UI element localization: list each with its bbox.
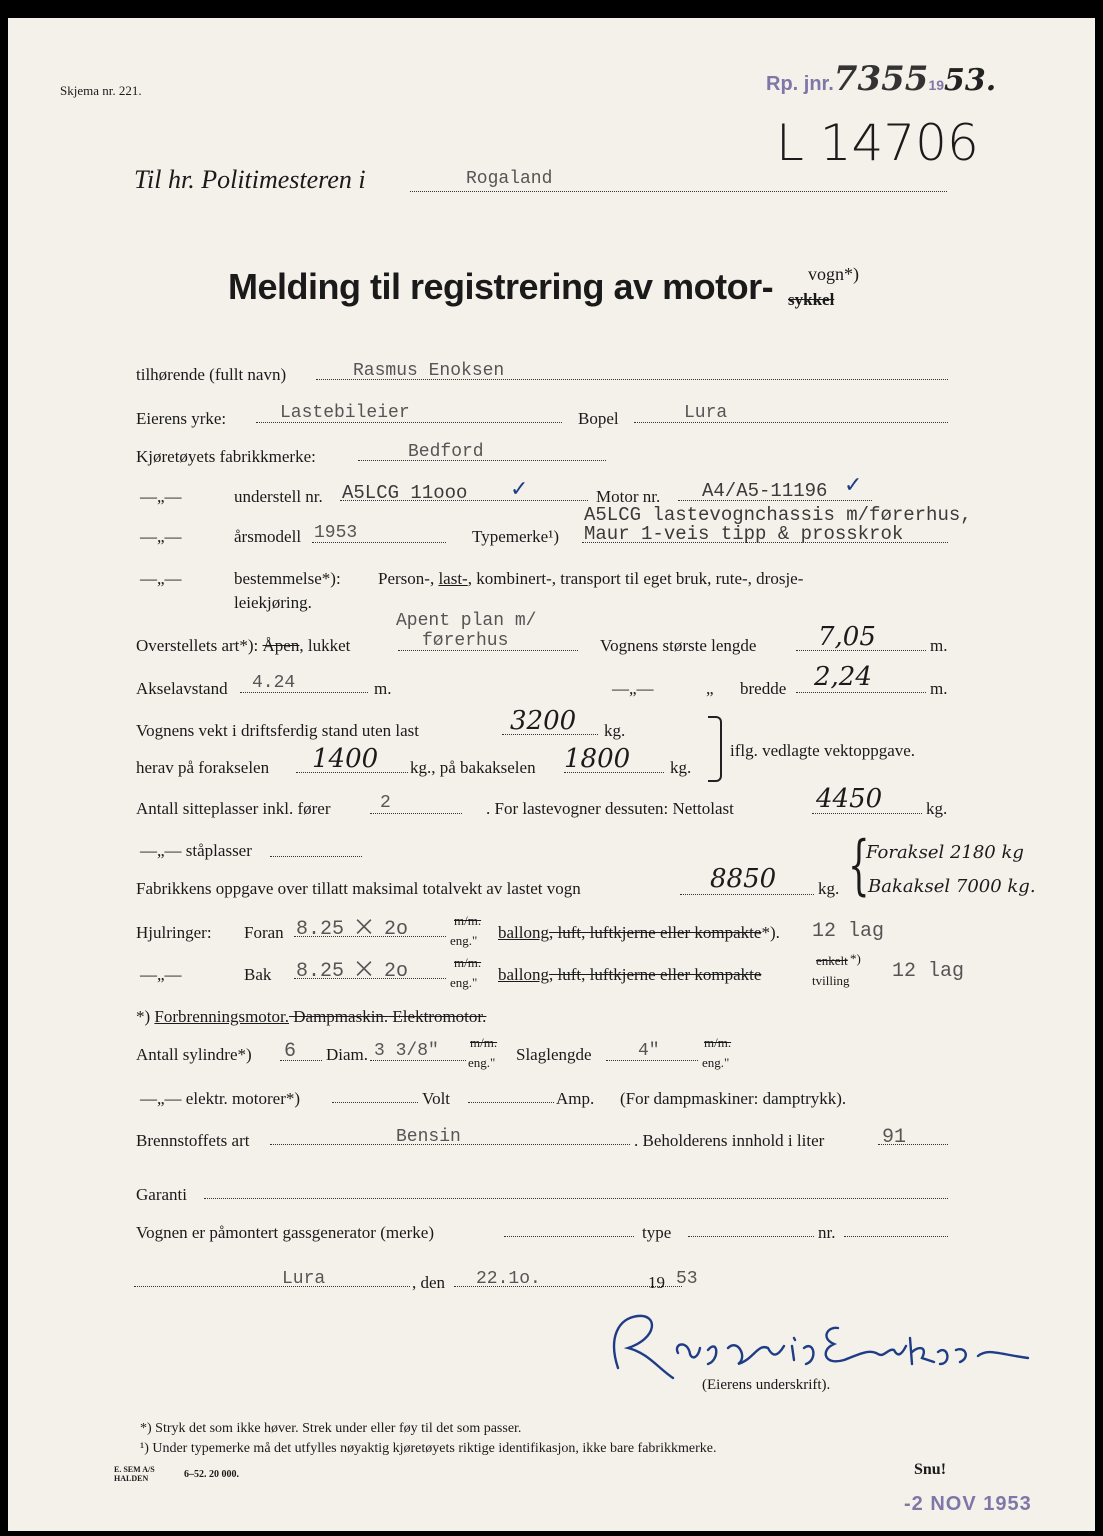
tyres-rear-value: 8.25 ⨉ 2o xyxy=(296,960,409,983)
purpose-options: Person-, last-, kombinert-, transport til eget bruk, rute-, drosje- xyxy=(378,569,804,588)
engine-no-label: Motor nr. xyxy=(596,487,661,506)
handwritten-reg-number: L 14706 xyxy=(776,114,979,172)
fuel-value: Bensin xyxy=(396,1127,461,1147)
volt-line xyxy=(468,1102,554,1103)
tyres-label: Hjulringer: xyxy=(136,923,212,942)
place-value: Lura xyxy=(282,1269,326,1289)
electric-motors-label: —„— elektr. motorer*) xyxy=(140,1089,301,1108)
stroke-value: 4" xyxy=(638,1041,660,1061)
footnote-2: ¹) Under typemerke må det utfylles nøyaktig kjøretøyets riktige identifikasjon, ikke bare fabrikkmerke. xyxy=(140,1441,717,1456)
type-value-line1: A5LCG lastevognchassis m/førerhus, xyxy=(584,504,972,526)
ditto-mark: —„— xyxy=(612,679,654,698)
engine-type-options: *) Forbrenningsmotor. Dampmaskin. Elektromotor. xyxy=(136,1007,487,1026)
type-label: Typemerke¹) xyxy=(472,527,559,546)
unit-mm-option: m/m. xyxy=(470,1035,498,1050)
owner-label: tilhørende (fullt navn) xyxy=(136,365,287,384)
unit-eng-option: eng." xyxy=(450,933,478,948)
make-value: Bedford xyxy=(408,442,484,462)
wheelbase-unit: m. xyxy=(374,679,392,698)
residence-value: Lura xyxy=(684,403,728,423)
note-brace: { xyxy=(848,828,870,905)
journal-stamp: Rp. jnr.73551953. xyxy=(766,59,997,99)
print-run: 6–52. 20 000. xyxy=(184,1469,239,1480)
tyres-rear-ply: 12 lag xyxy=(892,960,965,983)
rear-axle-value: 1800 xyxy=(564,744,631,774)
unit-eng-option: eng." xyxy=(450,975,478,990)
standing-line xyxy=(270,856,362,857)
fuel-label: Brennstoffets art xyxy=(136,1131,250,1150)
footnote-mark: *) xyxy=(850,951,861,966)
gas-generator-label: Vognen er påmontert gassgenerator (merke) xyxy=(136,1223,435,1242)
tyre-kind-front: ballong, luft, luftkjerne eller kompakte*). xyxy=(498,923,780,942)
tank-label: . Beholderens innhold i liter xyxy=(634,1131,825,1150)
volt-label: Volt xyxy=(422,1089,451,1108)
curb-weight-unit: kg. xyxy=(604,721,626,740)
curb-weight-label: Vognens vekt i driftsferdig stand uten last xyxy=(136,721,419,740)
width-unit: m. xyxy=(930,679,948,698)
body-type-value-line2: førerhus xyxy=(422,631,509,651)
form-sheet xyxy=(8,18,1095,1531)
gas-generator-line xyxy=(504,1236,634,1237)
nr-label: nr. xyxy=(818,1223,836,1242)
residence-label: Bopel xyxy=(578,409,619,428)
cylinders-label: Antall sylindre*) xyxy=(136,1045,252,1064)
unit-mm-option: m/m. xyxy=(454,913,482,928)
rear-axle-unit: kg. xyxy=(670,758,692,777)
signature-caption: (Eierens underskrift). xyxy=(702,1377,831,1393)
title-option-vogn: vogn*) xyxy=(808,264,859,284)
width-line xyxy=(796,692,926,693)
wheelbase-value: 4.24 xyxy=(252,673,296,693)
unit-mm-option: m/m. xyxy=(704,1035,732,1050)
form-title: Melding til registrering av motor- xyxy=(228,266,774,307)
length-label: Vognens største lengde xyxy=(600,636,757,655)
max-weight-line xyxy=(680,894,814,895)
weight-note: iflg. vedlagte vektoppgave. xyxy=(730,741,916,760)
form-number: Skjema nr. 221. xyxy=(60,83,142,98)
stroke-label: Slaglengde xyxy=(516,1045,592,1064)
purpose-continued: leiekjøring. xyxy=(234,593,312,612)
body-type-label: Overstellets art*): Åpen, lukket xyxy=(136,636,351,655)
turn-over-note: Snu! xyxy=(914,1461,947,1478)
chassis-value: A5LCG 11ooo xyxy=(342,482,468,504)
footnote-1: *) Stryk det som ikke høver. Strek under eller føy til det som passer. xyxy=(140,1421,522,1436)
model-year-value: 1953 xyxy=(314,523,358,543)
unit-eng-option: eng." xyxy=(468,1055,496,1070)
wheelbase-label: Akselavstand xyxy=(136,679,228,698)
chassis-label: understell nr. xyxy=(234,487,323,506)
width-label: bredde xyxy=(740,679,787,698)
make-label: Kjøretøyets fabrikkmerke: xyxy=(136,447,316,466)
max-weight-value: 8850 xyxy=(710,864,777,894)
residence-line xyxy=(634,422,948,423)
ditto-mark: —„— xyxy=(140,569,182,588)
ditto-quote: „ xyxy=(706,679,714,698)
standing-label: —„— ståplasser xyxy=(140,841,252,860)
type-value-line2: Maur 1-veis tipp & prosskrok xyxy=(584,523,904,545)
ditto-mark: —„— xyxy=(140,527,182,546)
tyres-rear-label: Bak xyxy=(244,965,272,984)
width-value: 2,24 xyxy=(814,662,872,692)
warranty-line xyxy=(204,1198,948,1199)
addressee-label: Til hr. Politimesteren i xyxy=(134,165,366,194)
bore-label: Diam. xyxy=(326,1045,369,1064)
weight-brace xyxy=(708,716,722,782)
place-line xyxy=(134,1286,410,1287)
printer-mark: E. SEM A/S HALDEN xyxy=(114,1465,155,1483)
date-label: , den xyxy=(412,1273,446,1292)
occupation-value: Lastebileier xyxy=(280,403,410,423)
tank-value: 91 xyxy=(882,1126,907,1149)
note-front-axle: Foraksel 2180 kg xyxy=(866,842,1024,863)
twin-option: tvilling xyxy=(812,973,850,988)
purpose-label: bestemmelse*): xyxy=(234,569,341,588)
tyres-front-ply: 12 lag xyxy=(812,920,885,943)
tyres-front-value: 8.25 ⨉ 2o xyxy=(296,918,409,941)
type2-line xyxy=(688,1236,814,1237)
length-unit: m. xyxy=(930,636,948,655)
steam-note: (For dampmaskiner: damptrykk). xyxy=(620,1089,847,1108)
max-weight-label: Fabrikkens oppgave over tillatt maksimal totalvekt av lastet vogn xyxy=(136,879,581,898)
electric-motors-line xyxy=(332,1102,418,1103)
length-value: 7,05 xyxy=(818,622,876,652)
amp-label: Amp. xyxy=(556,1089,595,1108)
year-prefix: 19 xyxy=(648,1273,665,1292)
payload-label: . For lastevogner dessuten: Nettolast xyxy=(486,799,734,818)
single-option: enkelt xyxy=(816,953,848,968)
unit-mm-option: m/m. xyxy=(454,955,482,970)
tyre-kind-rear: ballong, luft, luftkjerne eller kompakte xyxy=(498,965,762,984)
addressee-value: Rogaland xyxy=(466,169,553,189)
ditto-mark: —„— xyxy=(140,487,182,506)
bore-value: 3 3/8" xyxy=(374,1041,439,1061)
tyres-front-label: Foran xyxy=(244,923,284,942)
year-value: 53 xyxy=(676,1269,698,1289)
seats-value: 2 xyxy=(380,793,391,813)
owner-signature xyxy=(588,1298,1058,1388)
occupation-label: Eierens yrke: xyxy=(136,409,227,428)
body-type-value-line1: Apent plan m/ xyxy=(396,611,537,631)
max-weight-unit: kg. xyxy=(818,879,840,898)
check-mark: ✓ xyxy=(844,472,863,497)
engine-no-value: A4/A5-11196 xyxy=(702,480,828,502)
seats-label: Antall sitteplasser inkl. fører xyxy=(136,799,331,818)
unit-eng-option: eng." xyxy=(702,1055,730,1070)
type2-label: type xyxy=(642,1223,672,1242)
seats-line xyxy=(370,813,462,814)
model-year-label: årsmodell xyxy=(234,527,302,546)
payload-unit: kg. xyxy=(926,799,948,818)
addressee-line xyxy=(410,191,947,192)
nr-line xyxy=(844,1236,948,1237)
date-value: 22.1o. xyxy=(476,1269,541,1289)
ditto-mark: —„— xyxy=(140,965,182,984)
note-rear-axle: Bakaksel 7000 kg. xyxy=(868,876,1036,897)
cylinders-value: 6 xyxy=(284,1040,297,1063)
owner-value: Rasmus Enoksen xyxy=(353,361,505,381)
curb-weight-value: 3200 xyxy=(510,706,577,736)
warranty-label: Garanti xyxy=(136,1185,187,1204)
rear-axle-label: kg., på bakakselen xyxy=(410,758,536,777)
payload-value: 4450 xyxy=(816,784,883,814)
front-axle-value: 1400 xyxy=(312,744,379,774)
received-date-stamp: -2 NOV 1953 xyxy=(904,1493,1032,1515)
title-option-sykkel: sykkel xyxy=(788,290,835,309)
check-mark: ✓ xyxy=(510,476,529,501)
front-axle-label: herav på forakselen xyxy=(136,758,270,777)
